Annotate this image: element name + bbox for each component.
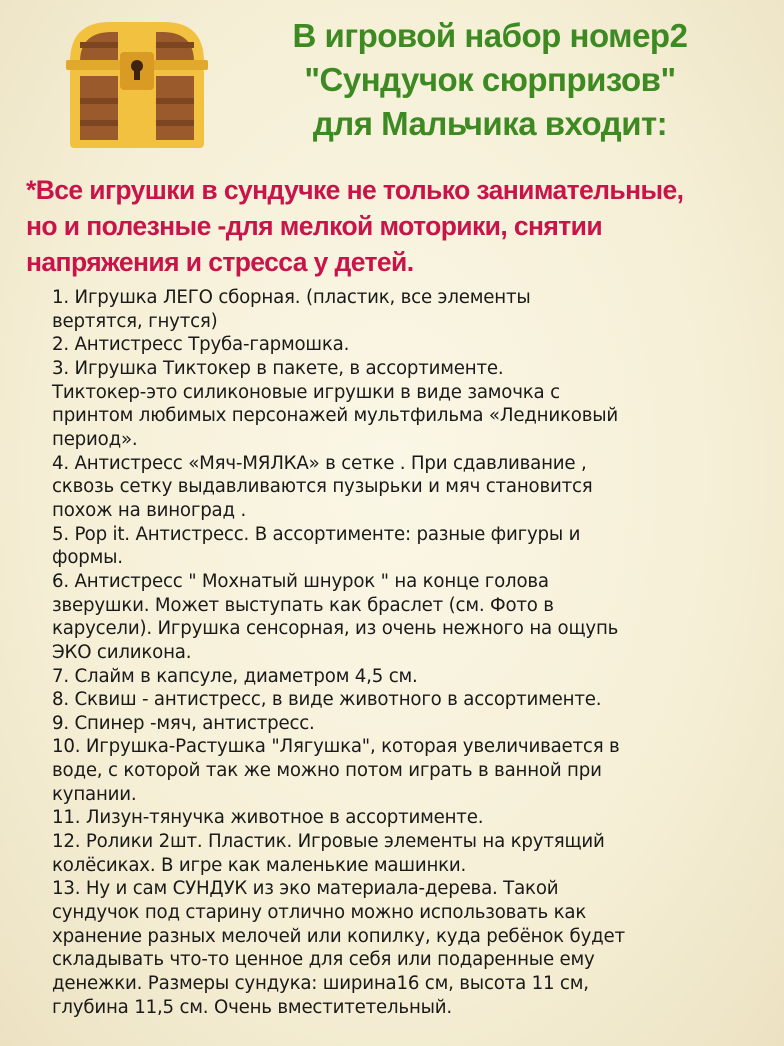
list-line: карусели). Игрушка сенсорная, из очень нежного на ощупь	[52, 618, 619, 640]
list-line: Тиктокер-это силиконовые игрушки в виде замочка с	[52, 381, 560, 403]
list-line: ЭКО силикона.	[52, 641, 192, 663]
list-line: 6. Антистресс " Мохнатый шнурок " на конце голова	[52, 570, 549, 592]
title-line: для Мальчика входит:	[312, 105, 668, 142]
list-line: воде, с которой так же можно потом играть в ванной при	[52, 760, 602, 782]
contents-list	[52, 286, 764, 1019]
list-line: купании.	[52, 783, 137, 805]
note-line: *Все игрушки в сундучке не только занимательные,	[26, 175, 684, 205]
list-line: похож на виноград .	[52, 499, 247, 521]
list-line: колёсиках. В игре как маленькие машинки.	[52, 854, 467, 876]
list-line: принтом любимых персонажей мультфильма «Ледниковый	[52, 405, 619, 427]
list-line: формы.	[52, 547, 123, 569]
list-line: сквозь сетку выдавливаются пузырьки и мяч становится	[52, 476, 593, 498]
list-line: 7. Слайм в капсуле, диаметром 4,5 см.	[52, 665, 418, 687]
list-line: 10. Игрушка-Растушка "Лягушка", которая увеличивается в	[52, 736, 620, 758]
list-line: 12. Ролики 2шт. Пластик. Игровые элементы на крутящий	[52, 831, 605, 853]
highlight-note	[26, 172, 766, 280]
list-line: 11. Лизун-тянучка животное в ассортименте.	[52, 807, 484, 829]
title-line: В игровой набор номер2	[292, 17, 688, 54]
note-line: но и полезные -для мелкой моторики, снятии	[26, 211, 603, 241]
list-line: хранение разных мелочей или копилку, куда ребёнок будет	[52, 925, 625, 947]
list-line: складывать что-то ценное для себя или подаренные ему	[52, 949, 595, 971]
list-line: 9. Спинер -мяч, антистресс.	[52, 712, 315, 734]
treasure-chest-icon	[62, 14, 212, 154]
list-line: 5. Pop it. Антистресс. В ассортименте: разные фигуры и	[52, 523, 581, 545]
list-line: 2. Антистресс Труба-гармошка.	[52, 334, 350, 356]
list-line: 1. Игрушка ЛЕГО сборная. (пластик, все элементы	[52, 287, 531, 308]
list-line: глубина 11,5 см. Очень вместитетельный.	[52, 996, 453, 1018]
page-title	[220, 14, 760, 146]
list-line: период».	[52, 428, 138, 450]
title-line: "Сундучок сюрпризов"	[304, 61, 676, 98]
list-line: 13. Ну и сам СУНДУК из эко материала-дерева. Такой	[52, 878, 559, 900]
list-line: вертятся, гнутся)	[52, 310, 218, 332]
list-line: сундучок под старину отлично можно использовать как	[52, 902, 587, 924]
header	[0, 0, 784, 170]
list-line: 8. Сквиш - антистресс, в виде животного в ассортименте.	[52, 689, 602, 711]
list-line: зверушки. Может выступать как браслет (см. Фото в	[52, 594, 554, 616]
note-line: напряжения и стресса у детей.	[26, 247, 414, 277]
list-line: 3. Игрушка Тиктокер в пакете, в ассортименте.	[52, 357, 504, 379]
list-line: 4. Антистресс «Мяч-МЯЛКА» в сетке . При сдавливание ,	[52, 452, 587, 474]
list-line: денежки. Размеры сундука: ширина16 см, высота 11 см,	[52, 973, 589, 995]
